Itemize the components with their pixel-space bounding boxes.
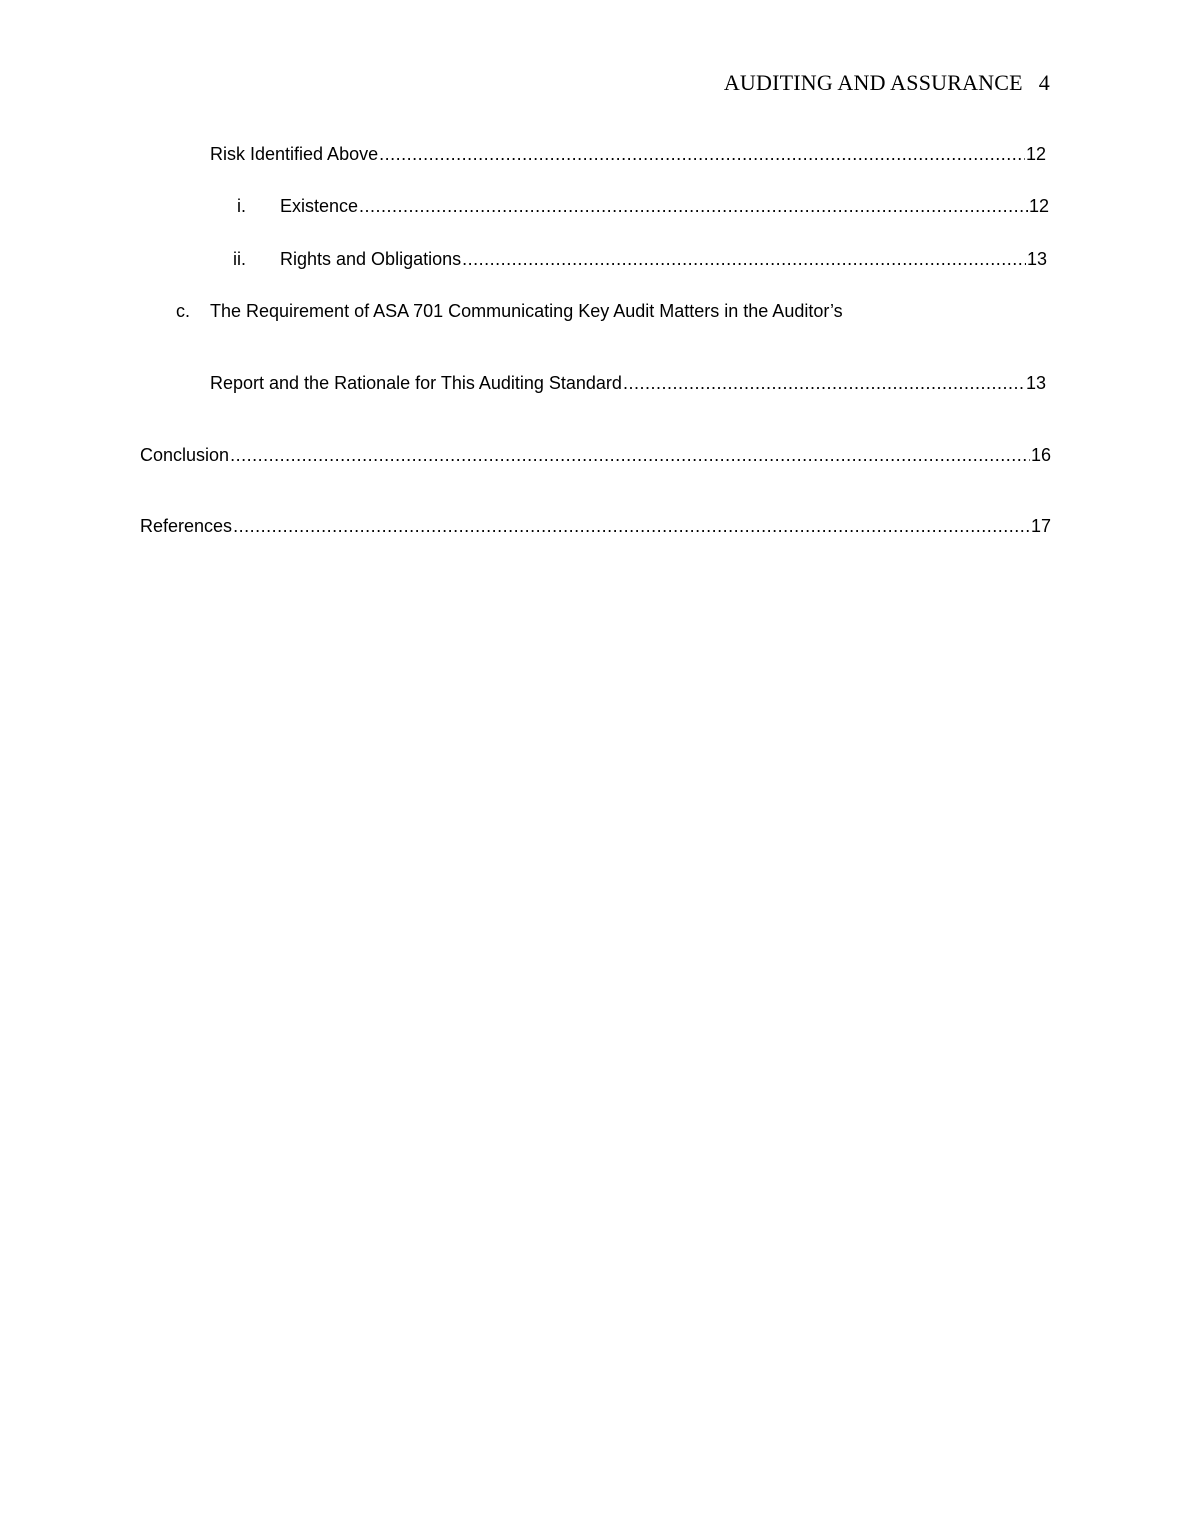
toc-dot-leader <box>233 514 1030 538</box>
toc-list-marker: ii. <box>233 249 246 269</box>
toc-entry-conclusion[interactable] <box>140 443 1051 467</box>
header-page-number: 4 <box>1038 70 1050 95</box>
toc-entry-references[interactable] <box>140 514 1051 538</box>
toc-entry-page-number: 13 <box>1026 249 1047 269</box>
toc-entry-rights-obligations[interactable] <box>280 247 1047 271</box>
toc-dot-leader <box>623 371 1025 395</box>
header-title: AUDITING AND ASSURANCE <box>723 70 1023 95</box>
toc-list-marker: c. <box>175 301 190 321</box>
toc-entry-page-number: 16 <box>1030 445 1051 465</box>
toc-entry-requirement[interactable] <box>210 371 1046 395</box>
toc-entry-label: Report and the Rationale for This Auditing Standard <box>210 373 622 393</box>
running-header <box>724 70 1050 96</box>
toc-entry-page-number: 17 <box>1030 516 1051 536</box>
toc-entry-page-number: 13 <box>1025 373 1046 393</box>
toc-entry-label: References <box>140 516 233 536</box>
toc-entry-page-number: 12 <box>1025 144 1046 164</box>
toc-entry-label: Conclusion <box>140 445 230 465</box>
toc-entry-requirement-line1[interactable]: The Requirement of ASA 701 Communicating Key Audit Matters in the Auditor’s <box>210 301 843 321</box>
toc-list-marker: i. <box>237 196 246 216</box>
toc-entry-label: Existence <box>280 196 359 216</box>
toc-dot-leader <box>230 443 1030 467</box>
toc-entry-label: Risk Identified Above <box>210 144 379 164</box>
toc-entry-risk-identified[interactable] <box>210 142 1046 166</box>
toc-dot-leader <box>379 142 1025 166</box>
toc-entry-existence[interactable] <box>280 194 1049 218</box>
toc-entry-page-number: 12 <box>1028 196 1049 216</box>
toc-dot-leader <box>462 247 1026 271</box>
toc-entry-label: Rights and Obligations <box>280 249 462 269</box>
toc-dot-leader <box>359 194 1028 218</box>
